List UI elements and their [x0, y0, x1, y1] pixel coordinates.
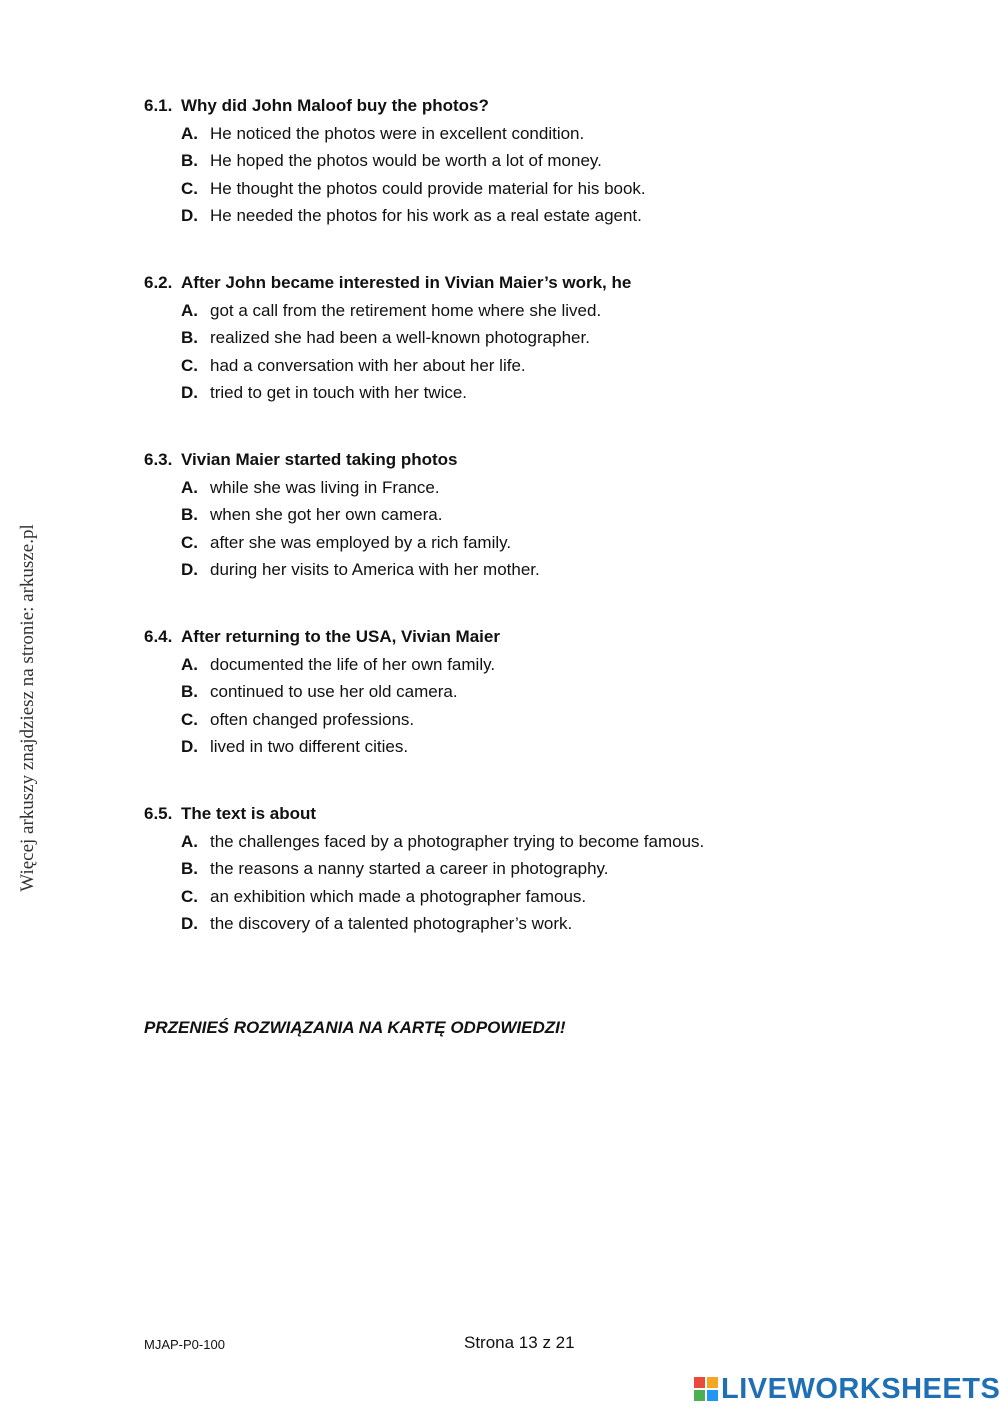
option-text: an exhibition which made a photographer famous.: [210, 886, 587, 906]
question-text: The text is about: [181, 804, 317, 823]
answer-option-c[interactable]: [144, 885, 944, 909]
question-6-5: [144, 802, 944, 936]
option-letter: A.: [181, 477, 198, 497]
option-text: He hoped the photos would be worth a lot of money.: [210, 151, 602, 170]
logo-tile-v: [694, 1390, 705, 1401]
option-text: realized she had been a well-known photographer.: [210, 328, 590, 347]
question-heading: [144, 271, 944, 295]
option-text: He thought the photos could provide material for his book.: [210, 178, 646, 198]
option-letter: C.: [181, 178, 198, 198]
question-6-2: [144, 271, 944, 405]
question-number: 6.5.: [144, 804, 173, 823]
option-text: the discovery of a talented photographer’s work.: [210, 914, 573, 933]
answer-option-b[interactable]: [144, 680, 944, 704]
option-letter: C.: [181, 355, 198, 375]
option-text: often changed professions.: [210, 709, 415, 729]
answer-option-d[interactable]: [144, 381, 944, 405]
option-text: He needed the photos for his work as a real estate agent.: [210, 206, 642, 225]
option-letter: A.: [181, 831, 198, 851]
answer-option-b[interactable]: [144, 857, 944, 881]
answer-option-d[interactable]: [144, 204, 944, 228]
option-letter: B.: [181, 682, 198, 701]
question-6-4: [144, 625, 944, 759]
option-letter: A.: [181, 654, 198, 674]
question-list: [144, 94, 944, 979]
option-text: the reasons a nanny started a career in photography.: [210, 859, 609, 878]
option-letter: D.: [181, 383, 198, 402]
answer-option-a[interactable]: [144, 122, 944, 146]
exam-code: MJAP-P0-100: [144, 1337, 225, 1352]
option-letter: D.: [181, 206, 198, 225]
sidebar-promo-text: Więcej arkuszy znajdziesz na stronie: arkusze.pl: [17, 524, 38, 892]
option-text: tried to get in touch with her twice.: [210, 383, 468, 402]
answer-option-d[interactable]: [144, 735, 944, 759]
answer-option-a[interactable]: [144, 476, 944, 500]
option-text: had a conversation with her about her life.: [210, 355, 526, 375]
logo-tile-i: [707, 1377, 718, 1388]
answer-option-d[interactable]: [144, 558, 944, 582]
answer-option-c[interactable]: [144, 531, 944, 555]
option-text: the challenges faced by a photographer trying to become famous.: [210, 831, 705, 851]
answer-option-c[interactable]: [144, 177, 944, 201]
answer-option-a[interactable]: [144, 653, 944, 677]
question-heading: [144, 625, 944, 649]
option-letter: C.: [181, 709, 198, 729]
option-letter: B.: [181, 505, 198, 524]
question-text: Why did John Maloof buy the photos?: [181, 96, 489, 115]
question-number: 6.2.: [144, 273, 173, 292]
option-letter: B.: [181, 859, 198, 878]
option-letter: D.: [181, 914, 198, 933]
option-text: while she was living in France.: [210, 477, 440, 497]
option-text: after she was employed by a rich family.: [210, 532, 512, 552]
option-text: documented the life of her own family.: [210, 654, 496, 674]
question-heading: [144, 802, 944, 826]
question-number: 6.1.: [144, 96, 173, 115]
answer-option-b[interactable]: [144, 149, 944, 173]
option-letter: A.: [181, 123, 198, 143]
option-text: during her visits to America with her mother.: [210, 560, 540, 579]
transfer-answers-notice: PRZENIEŚ ROZWIĄZANIA NA KARTĘ ODPOWIEDZI!: [144, 1018, 566, 1037]
option-text: when she got her own camera.: [210, 505, 443, 524]
answer-option-b[interactable]: [144, 326, 944, 350]
option-letter: D.: [181, 560, 198, 579]
brand-text: LIVEWORKSHEETS: [721, 1373, 1000, 1405]
option-text: He noticed the photos were in excellent condition.: [210, 123, 585, 143]
option-letter: A.: [181, 300, 198, 320]
logo-tile-l: [694, 1377, 705, 1388]
question-text: After John became interested in Vivian Maier’s work, he: [181, 273, 632, 292]
option-letter: C.: [181, 532, 198, 552]
liveworksheets-logo-icon: [694, 1377, 718, 1401]
liveworksheets-brand[interactable]: [694, 1372, 1000, 1406]
answer-option-c[interactable]: [144, 708, 944, 732]
question-number: 6.4.: [144, 627, 173, 646]
page-number: Strona 13 z 21: [464, 1333, 575, 1352]
option-letter: C.: [181, 886, 198, 906]
answer-option-a[interactable]: [144, 299, 944, 323]
answer-option-b[interactable]: [144, 503, 944, 527]
option-letter: D.: [181, 737, 198, 756]
question-number: 6.3.: [144, 450, 173, 469]
answer-option-d[interactable]: [144, 912, 944, 936]
logo-tile-e: [707, 1390, 718, 1401]
question-6-3: [144, 448, 944, 582]
question-text: Vivian Maier started taking photos: [181, 450, 458, 469]
question-6-1: [144, 94, 944, 228]
question-text: After returning to the USA, Vivian Maier: [181, 627, 500, 646]
option-text: continued to use her old camera.: [210, 682, 458, 701]
option-text: lived in two different cities.: [210, 737, 409, 756]
option-letter: B.: [181, 151, 198, 170]
question-heading: [144, 94, 944, 118]
option-letter: B.: [181, 328, 198, 347]
answer-option-a[interactable]: [144, 830, 944, 854]
option-text: got a call from the retirement home where she lived.: [210, 300, 602, 320]
answer-option-c[interactable]: [144, 354, 944, 378]
question-heading: [144, 448, 944, 472]
